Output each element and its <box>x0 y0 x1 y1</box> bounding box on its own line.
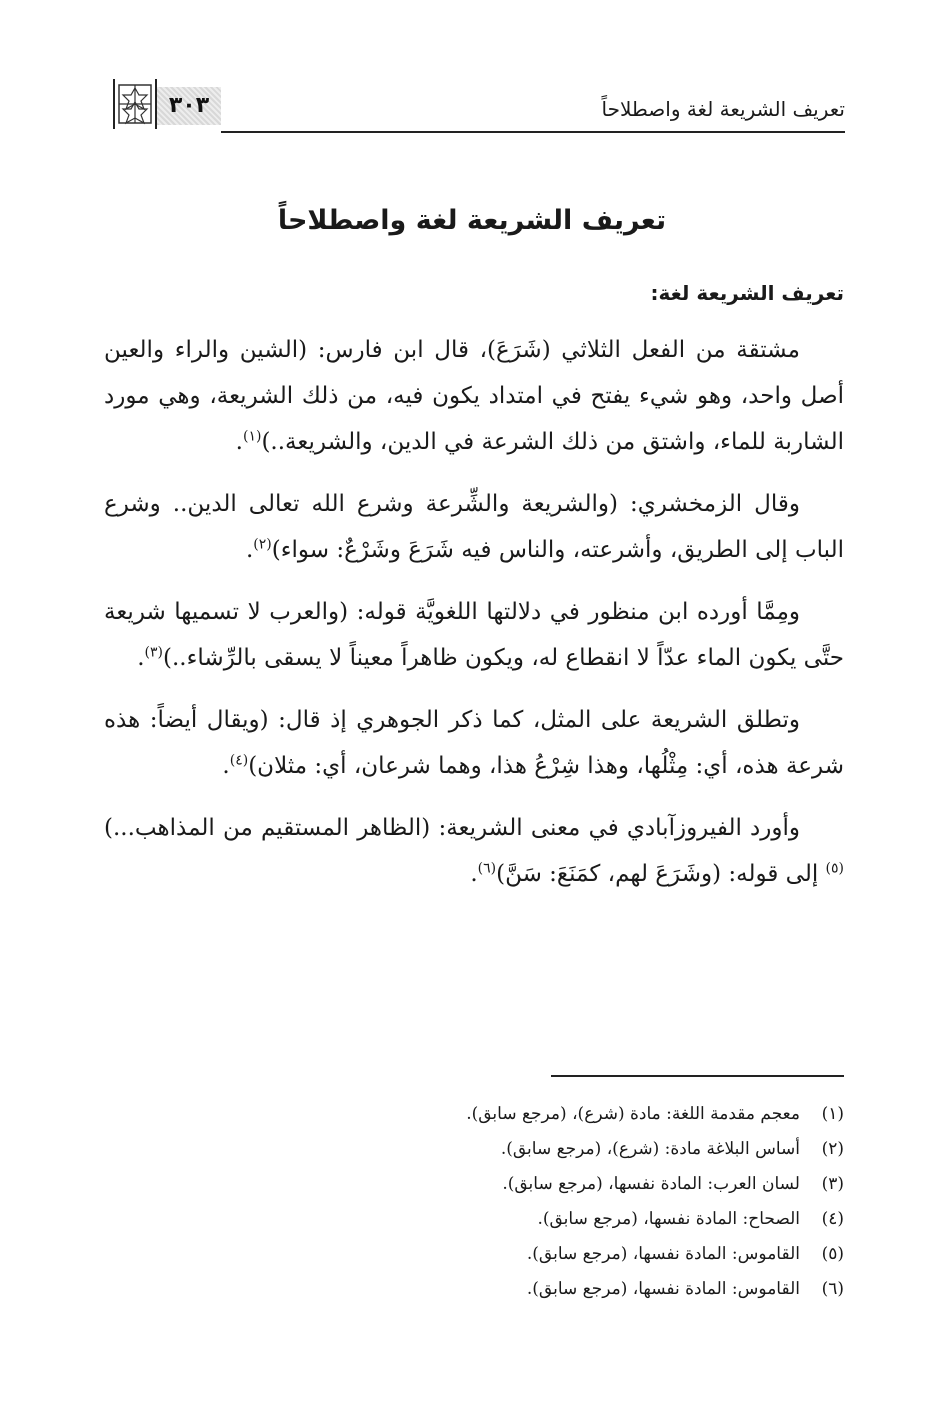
paragraph <box>104 697 844 789</box>
paragraph-text: إلى قوله: (وشَرَعَ لهم، كمَنَعَ: سَنَّ) <box>496 861 826 887</box>
running-title: تعريف الشريعة لغة واصطلاحاً <box>601 97 845 121</box>
paragraph-end: . <box>470 861 478 887</box>
page-number-box <box>105 75 221 133</box>
footnote-ref: (٣) <box>144 644 163 661</box>
footnote-number: (٣) <box>821 1174 844 1194</box>
page-number: ٣٠٣ <box>157 87 221 125</box>
paragraph-text: ومِمَّا أورده ابن منظور في دلالتها اللغويَّة قوله: (والعرب لا تسميها شريعة حتَّى يكون الماء عدّاً لا انقطاع له، ويكون ظاهراً معيناً لا يسقى بالرِّشاء..) <box>104 599 844 671</box>
paragraph-text: وقال الزمخشري: (والشريعة والشِّرعة وشرع الله تعالى الدين.. وشرع الباب إلى الطريق، وأشرعته، والناس فيه شَرَعَ وشَرْعٌ: سواء) <box>104 491 844 563</box>
footnote-number: (٦) <box>821 1279 844 1299</box>
paragraph-text: مشتقة من الفعل الثلاثي (شَرَعَ)، قال ابن فارس: (الشين والراء والعين أصل واحد، وهو شيء يفتح في امتداد يكون فيه، من ذلك الشريعة، وهي مورد الشاربة للماء، واشتق من ذلك الشرعة في الدين، والشريعة..) <box>104 337 844 455</box>
footnote <box>104 1272 844 1307</box>
page-header <box>105 75 845 133</box>
paragraph-end: . <box>245 537 254 563</box>
paragraph <box>104 805 844 897</box>
footnote <box>104 1202 844 1237</box>
footnote-number: (٥) <box>821 1244 844 1264</box>
paragraph-end: . <box>235 429 243 455</box>
geometric-ornament-icon <box>116 82 154 126</box>
footnote <box>104 1097 844 1132</box>
footnote-ref: (٢) <box>253 536 272 553</box>
footnote-ref: (٤) <box>229 752 249 769</box>
paragraph <box>104 327 844 465</box>
footnote-separator <box>551 1075 844 1077</box>
footnote-number: (٢) <box>821 1139 844 1159</box>
paragraph-text: وأورد الفيروزآبادي في معنى الشريعة: (الظاهر المستقيم من المذاهب...) <box>104 815 800 841</box>
footnote-text: أساس البلاغة مادة: (شرع)، (مرجع سابق). <box>500 1139 800 1159</box>
footnote-text: القاموس: المادة نفسها، (مرجع سابق). <box>526 1244 800 1264</box>
footnote-text: معجم مقدمة اللغة: مادة (شرع)، (مرجع سابق). <box>466 1104 800 1124</box>
footnote <box>104 1132 844 1167</box>
footnote-text: الصحاح: المادة نفسها، (مرجع سابق). <box>537 1209 800 1229</box>
footnotes-list <box>104 1097 844 1307</box>
footnote-text: القاموس: المادة نفسها، (مرجع سابق). <box>526 1279 800 1299</box>
ornament-icon <box>113 79 157 129</box>
footnote <box>104 1237 844 1272</box>
paragraph-text: وتطلق الشريعة على المثل، كما ذكر الجوهري إذ قال: (ويقال أيضاً: هذه شرعة هذه، أي: مِثْلُها، وهذا شِرْعُ هذا، وهما شرعان، أي: مثلان) <box>104 707 844 779</box>
paragraph-end: . <box>222 753 230 779</box>
page-title: تعريف الشريعة لغة واصطلاحاً <box>277 205 667 236</box>
paragraph <box>104 481 844 573</box>
paragraph-end: . <box>137 645 145 671</box>
footnote-ref: (١) <box>242 428 262 445</box>
section-heading: تعريف الشريعة لغة: <box>650 281 844 305</box>
body-text <box>104 327 844 913</box>
paragraph <box>104 589 844 681</box>
footnote-number: (٤) <box>821 1209 844 1229</box>
footnote <box>104 1167 844 1202</box>
header-rule <box>221 131 845 133</box>
footnote-number: (١) <box>821 1104 844 1124</box>
footnote-ref: (٦) <box>477 860 497 877</box>
footnote-text: لسان العرب: المادة نفسها، (مرجع سابق). <box>502 1174 800 1194</box>
footnote-ref: (٥) <box>825 860 844 877</box>
